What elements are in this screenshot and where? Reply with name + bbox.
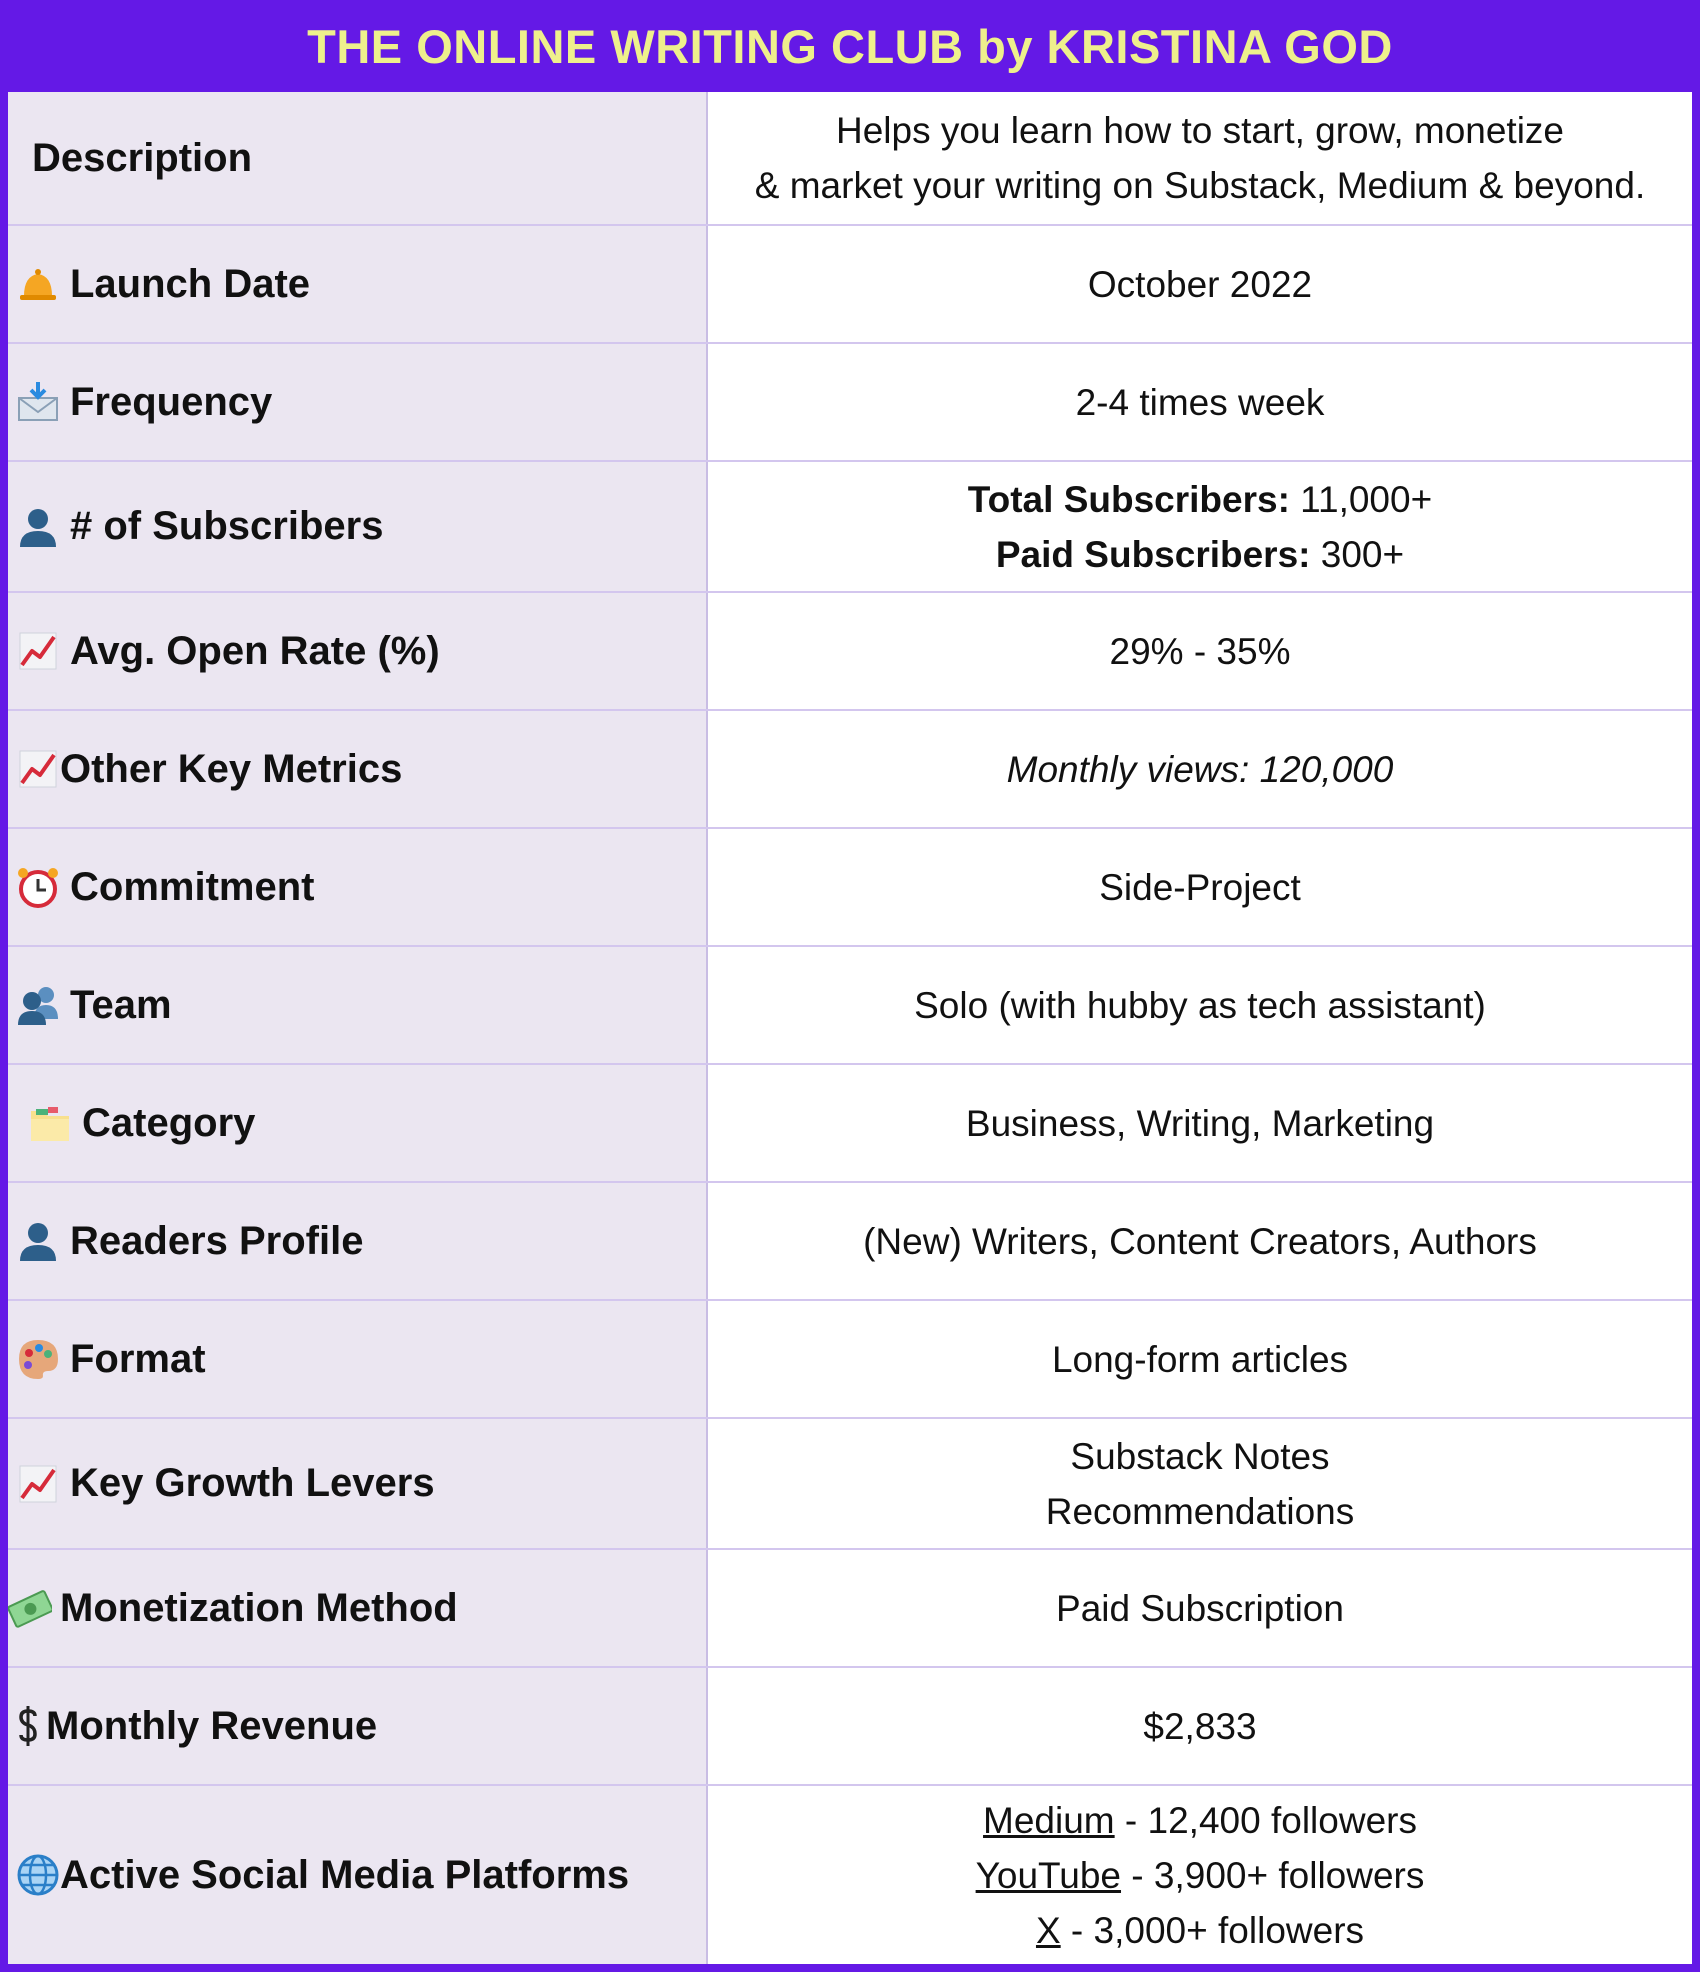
youtube-link[interactable]: YouTube bbox=[975, 1854, 1122, 1896]
row-growth-levers bbox=[8, 1419, 1692, 1550]
palette-icon bbox=[16, 1337, 60, 1381]
row-monthly-revenue bbox=[8, 1668, 1692, 1786]
value-cell bbox=[708, 829, 1692, 945]
chart-up-icon bbox=[16, 747, 60, 791]
value-cell bbox=[708, 947, 1692, 1063]
x-link[interactable]: X bbox=[1035, 1909, 1061, 1951]
two-people-icon bbox=[16, 983, 60, 1027]
row-label: Team bbox=[70, 982, 172, 1027]
label-cell bbox=[8, 1065, 708, 1181]
platform-x bbox=[1036, 1903, 1364, 1958]
envelope-icon bbox=[16, 380, 60, 424]
title-bar bbox=[0, 0, 1700, 92]
row-label: Commitment bbox=[70, 864, 315, 909]
label-cell bbox=[8, 344, 708, 460]
row-social-platforms bbox=[8, 1786, 1692, 1964]
row-label: Launch Date bbox=[70, 261, 311, 306]
info-table bbox=[8, 92, 1692, 1964]
readers-profile-value: (New) Writers, Content Creators, Authors bbox=[863, 1220, 1537, 1262]
row-label: Description bbox=[32, 135, 253, 180]
x-followers: - 3,000+ followers bbox=[1060, 1909, 1365, 1951]
person-icon bbox=[16, 505, 60, 549]
open-rate-value: 29% - 35% bbox=[1109, 630, 1291, 672]
value-cell bbox=[708, 462, 1692, 591]
label-cell bbox=[8, 1301, 708, 1417]
value-cell bbox=[708, 92, 1692, 224]
value-cell bbox=[708, 344, 1692, 460]
row-label: Active Social Media Platforms bbox=[60, 1852, 630, 1897]
label-cell bbox=[8, 226, 708, 342]
label-cell bbox=[8, 1550, 708, 1666]
chart-up-icon bbox=[16, 1462, 60, 1506]
globe-icon bbox=[16, 1853, 60, 1897]
growth-lever-1: Substack Notes bbox=[1070, 1435, 1330, 1477]
label-cell bbox=[8, 947, 708, 1063]
row-readers-profile bbox=[8, 1183, 1692, 1301]
value-cell bbox=[708, 711, 1692, 827]
paid-subscribers-label: Paid Subscribers: bbox=[995, 533, 1311, 575]
medium-followers: - 12,400 followers bbox=[1114, 1799, 1417, 1841]
launch-date-value: October 2022 bbox=[1087, 263, 1313, 305]
row-category bbox=[8, 1065, 1692, 1183]
row-label: Other Key Metrics bbox=[60, 746, 403, 791]
total-subscribers-label: Total Subscribers: bbox=[967, 478, 1290, 520]
label-cell bbox=[8, 1786, 708, 1964]
paid-subscribers-value: 300+ bbox=[1310, 533, 1405, 575]
value-cell bbox=[708, 1786, 1692, 1964]
frequency-value: 2-4 times week bbox=[1075, 381, 1325, 423]
label-cell bbox=[8, 1183, 708, 1299]
row-monetization bbox=[8, 1550, 1692, 1668]
bell-icon bbox=[16, 262, 60, 306]
row-label: Key Growth Levers bbox=[70, 1461, 435, 1505]
label-cell bbox=[8, 462, 708, 591]
row-other-metrics bbox=[8, 711, 1692, 829]
monetization-value: Paid Subscription bbox=[1056, 1587, 1344, 1629]
value-cell bbox=[708, 593, 1692, 709]
row-description bbox=[8, 92, 1692, 226]
row-label: Monetization Method bbox=[60, 1585, 458, 1630]
team-value: Solo (with hubby as tech assistant) bbox=[914, 984, 1486, 1026]
value-cell bbox=[708, 1668, 1692, 1784]
money-icon bbox=[8, 1586, 52, 1630]
page-title: THE ONLINE WRITING CLUB by KRISTINA GOD bbox=[307, 19, 1393, 73]
row-subscribers bbox=[8, 462, 1692, 593]
commitment-value: Side-Project bbox=[1099, 866, 1301, 908]
label-cell bbox=[8, 1668, 708, 1784]
row-frequency bbox=[8, 344, 1692, 462]
alarm-clock-icon bbox=[16, 865, 60, 909]
person-icon bbox=[16, 1219, 60, 1263]
youtube-followers: - 3,900+ followers bbox=[1121, 1854, 1425, 1896]
value-cell bbox=[708, 1550, 1692, 1666]
row-label: Monthly Revenue bbox=[46, 1703, 378, 1748]
medium-link[interactable]: Medium bbox=[983, 1799, 1115, 1841]
total-subscribers-value: 11,000+ bbox=[1289, 478, 1433, 520]
label-cell bbox=[8, 711, 708, 827]
row-label: Format bbox=[70, 1336, 206, 1381]
value-cell bbox=[708, 1183, 1692, 1299]
row-launch-date bbox=[8, 226, 1692, 344]
label-cell bbox=[8, 593, 708, 709]
value-cell bbox=[708, 1419, 1692, 1548]
row-label: Frequency bbox=[70, 379, 273, 424]
paid-subscribers bbox=[996, 527, 1404, 582]
description-line-2: & market your writing on Substack, Medium & beyond. bbox=[754, 165, 1646, 206]
value-cell bbox=[708, 1065, 1692, 1181]
total-subscribers bbox=[968, 472, 1432, 527]
row-format bbox=[8, 1301, 1692, 1419]
category-value: Business, Writing, Marketing bbox=[965, 1102, 1435, 1144]
dollar-icon bbox=[16, 1704, 40, 1748]
label-cell bbox=[8, 829, 708, 945]
row-label: Avg. Open Rate (%) bbox=[70, 628, 440, 673]
row-label: Category bbox=[82, 1100, 256, 1145]
value-cell bbox=[708, 1301, 1692, 1417]
folder-icon bbox=[28, 1101, 72, 1145]
monthly-revenue-value: $2,833 bbox=[1143, 1705, 1257, 1747]
platform-youtube bbox=[976, 1848, 1425, 1903]
label-cell bbox=[8, 92, 708, 224]
platform-medium bbox=[983, 1793, 1417, 1848]
row-open-rate bbox=[8, 593, 1692, 711]
row-label: # of Subscribers bbox=[70, 504, 384, 548]
description-line-1: Helps you learn how to start, grow, monetize bbox=[835, 110, 1565, 151]
row-label: Readers Profile bbox=[70, 1218, 364, 1263]
other-metrics-value: Monthly views: 120,000 bbox=[1006, 748, 1394, 790]
row-team bbox=[8, 947, 1692, 1065]
row-commitment bbox=[8, 829, 1692, 947]
label-cell bbox=[8, 1419, 708, 1548]
growth-lever-2: Recommendations bbox=[1045, 1490, 1355, 1532]
value-cell bbox=[708, 226, 1692, 342]
format-value: Long-form articles bbox=[1051, 1338, 1349, 1380]
chart-up-icon bbox=[16, 629, 60, 673]
